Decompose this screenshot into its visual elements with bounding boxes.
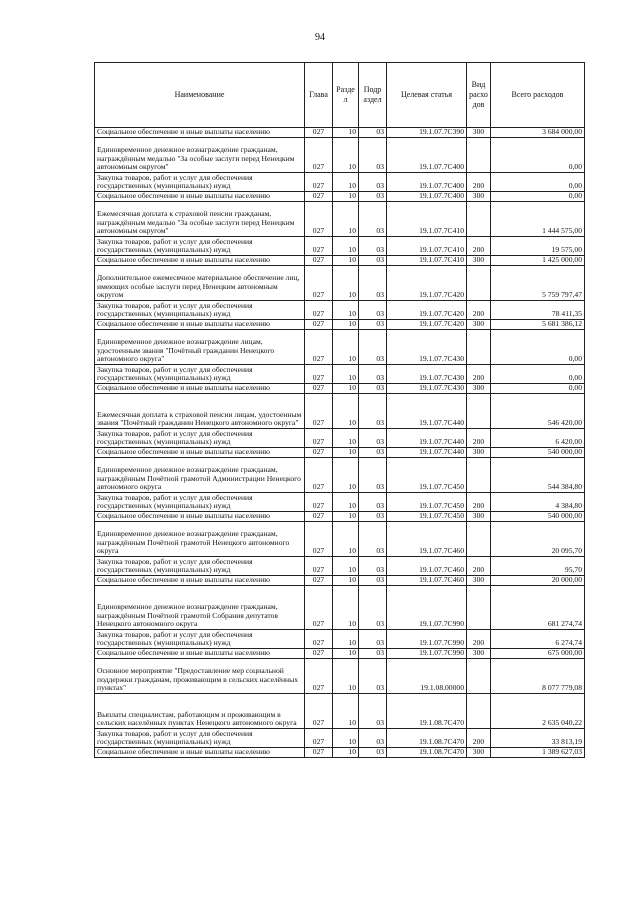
cell-glava: 027 <box>305 576 333 586</box>
cell-razdel: 10 <box>333 301 359 320</box>
cell-total: 5 759 797,47 <box>491 266 585 301</box>
table-row <box>95 320 585 330</box>
cell-glava: 027 <box>305 330 333 365</box>
cell-glava: 027 <box>305 748 333 758</box>
table-row <box>95 694 585 729</box>
cell-target: 19.1.08.00000 <box>387 659 467 694</box>
cell-name: Дополнительное ежемесячное материальное обеспечение лиц, имеющих особые заслуги перед Ненецким автономным округом <box>95 266 305 301</box>
cell-glava: 027 <box>305 256 333 266</box>
cell-name: Закупка товаров, работ и услуг для обеспечения государственных (муниципальных) нужд <box>95 173 305 192</box>
cell-target: 19.1.07.7С450 <box>387 493 467 512</box>
table-row <box>95 128 585 138</box>
cell-name: Закупка товаров, работ и услуг для обеспечения государственных (муниципальных) нужд <box>95 557 305 576</box>
cell-total: 8 077 779,08 <box>491 659 585 694</box>
cell-total: 0,00 <box>491 384 585 394</box>
cell-target: 19.1.07.7С450 <box>387 458 467 493</box>
cell-glava: 027 <box>305 301 333 320</box>
cell-glava: 027 <box>305 384 333 394</box>
cell-name: Закупка товаров, работ и услуг для обеспечения государственных (муниципальных) нужд <box>95 365 305 384</box>
cell-podrazdel: 03 <box>359 429 387 448</box>
cell-podrazdel: 03 <box>359 512 387 522</box>
cell-target: 19.1.07.7С460 <box>387 557 467 576</box>
cell-glava: 027 <box>305 659 333 694</box>
cell-total: 546 420,00 <box>491 394 585 429</box>
cell-target: 19.1.07.7С390 <box>387 128 467 138</box>
cell-name: Единовременное денежное вознаграждение гражданам, награждённым Почётной грамотой Администрации Ненецкого автономного округа <box>95 458 305 493</box>
cell-target: 19.1.07.7С400 <box>387 173 467 192</box>
cell-vid: 300 <box>467 128 491 138</box>
cell-total: 0,00 <box>491 330 585 365</box>
cell-vid: 300 <box>467 649 491 659</box>
cell-podrazdel: 03 <box>359 330 387 365</box>
cell-vid: 300 <box>467 512 491 522</box>
cell-target: 19.1.07.7С430 <box>387 365 467 384</box>
header-glava: Глава <box>305 63 333 128</box>
cell-total: 540 000,00 <box>491 448 585 458</box>
cell-razdel: 10 <box>333 173 359 192</box>
table-row <box>95 266 585 301</box>
cell-total: 20 000,00 <box>491 576 585 586</box>
cell-name: Ежемесячная доплата к страховой пенсии лицам, удостоенным звания "Почётный гражданин Ненецкого автономного округа" <box>95 394 305 429</box>
cell-vid <box>467 458 491 493</box>
cell-glava: 027 <box>305 266 333 301</box>
cell-name: Закупка товаров, работ и услуг для обеспечения государственных (муниципальных) нужд <box>95 301 305 320</box>
cell-target: 19.1.07.7С430 <box>387 384 467 394</box>
cell-podrazdel: 03 <box>359 458 387 493</box>
cell-total: 0,00 <box>491 192 585 202</box>
table-header-row <box>95 63 585 128</box>
cell-razdel: 10 <box>333 256 359 266</box>
cell-target: 19.1.07.7С400 <box>387 192 467 202</box>
cell-total: 19 575,00 <box>491 237 585 256</box>
cell-name: Закупка товаров, работ и услуг для обеспечения государственных (муниципальных) нужд <box>95 237 305 256</box>
cell-target: 19.1.07.7С990 <box>387 586 467 630</box>
cell-vid <box>467 522 491 557</box>
table-body <box>95 128 585 758</box>
cell-razdel: 10 <box>333 512 359 522</box>
cell-target: 19.1.07.7С450 <box>387 512 467 522</box>
cell-name: Социальное обеспечение и иные выплаты населению <box>95 320 305 330</box>
header-name: Наименование <box>95 63 305 128</box>
cell-total: 3 684 000,00 <box>491 128 585 138</box>
cell-podrazdel: 03 <box>359 384 387 394</box>
cell-vid: 200 <box>467 630 491 649</box>
cell-razdel: 10 <box>333 320 359 330</box>
table-row <box>95 202 585 237</box>
cell-total: 6 274,74 <box>491 630 585 649</box>
cell-podrazdel: 03 <box>359 557 387 576</box>
cell-glava: 027 <box>305 394 333 429</box>
cell-glava: 027 <box>305 586 333 630</box>
cell-name: Социальное обеспечение и иные выплаты населению <box>95 576 305 586</box>
cell-vid <box>467 394 491 429</box>
cell-glava: 027 <box>305 557 333 576</box>
cell-razdel: 10 <box>333 659 359 694</box>
cell-podrazdel: 03 <box>359 237 387 256</box>
table-row <box>95 365 585 384</box>
cell-razdel: 10 <box>333 522 359 557</box>
cell-total: 33 813,19 <box>491 729 585 748</box>
cell-razdel: 10 <box>333 237 359 256</box>
cell-vid: 300 <box>467 576 491 586</box>
cell-glava: 027 <box>305 694 333 729</box>
cell-total: 544 384,80 <box>491 458 585 493</box>
cell-vid: 200 <box>467 301 491 320</box>
cell-name: Основное мероприятие "Предоставление мер социальной поддержки гражданам, проживающим в сельских населённых пунктах" <box>95 659 305 694</box>
cell-vid: 300 <box>467 256 491 266</box>
cell-podrazdel: 03 <box>359 320 387 330</box>
cell-podrazdel: 03 <box>359 576 387 586</box>
cell-total: 5 681 386,12 <box>491 320 585 330</box>
cell-glava: 027 <box>305 493 333 512</box>
table-row <box>95 256 585 266</box>
cell-total: 78 411,35 <box>491 301 585 320</box>
page-number: 94 <box>315 32 325 43</box>
cell-podrazdel: 03 <box>359 365 387 384</box>
cell-name: Социальное обеспечение и иные выплаты населению <box>95 256 305 266</box>
budget-table <box>94 62 585 758</box>
header-vid: Вид расхо дов <box>467 63 491 128</box>
cell-vid <box>467 202 491 237</box>
cell-vid: 300 <box>467 192 491 202</box>
table-row <box>95 192 585 202</box>
header-razdel: Разде л <box>333 63 359 128</box>
table-row <box>95 576 585 586</box>
table-row <box>95 429 585 448</box>
cell-podrazdel: 03 <box>359 748 387 758</box>
cell-glava: 027 <box>305 522 333 557</box>
cell-podrazdel: 03 <box>359 202 387 237</box>
cell-razdel: 10 <box>333 384 359 394</box>
cell-total: 681 274,74 <box>491 586 585 630</box>
cell-razdel: 10 <box>333 586 359 630</box>
cell-target: 19.1.07.7С990 <box>387 630 467 649</box>
cell-podrazdel: 03 <box>359 649 387 659</box>
cell-podrazdel: 03 <box>359 448 387 458</box>
cell-name: Социальное обеспечение и иные выплаты населению <box>95 384 305 394</box>
table-row <box>95 586 585 630</box>
table-row <box>95 448 585 458</box>
table-row <box>95 458 585 493</box>
cell-target: 19.1.07.7С410 <box>387 202 467 237</box>
cell-total: 0,00 <box>491 173 585 192</box>
header-target: Целевая статья <box>387 63 467 128</box>
cell-target: 19.1.07.7С460 <box>387 576 467 586</box>
table-row <box>95 512 585 522</box>
cell-razdel: 10 <box>333 330 359 365</box>
table-row <box>95 301 585 320</box>
cell-glava: 027 <box>305 429 333 448</box>
table-row <box>95 659 585 694</box>
cell-razdel: 10 <box>333 576 359 586</box>
cell-name: Закупка товаров, работ и услуг для обеспечения государственных (муниципальных) нужд <box>95 493 305 512</box>
cell-target: 19.1.07.7С430 <box>387 330 467 365</box>
cell-name: Социальное обеспечение и иные выплаты населению <box>95 128 305 138</box>
cell-podrazdel: 03 <box>359 659 387 694</box>
table-row <box>95 748 585 758</box>
table-row <box>95 493 585 512</box>
table-row <box>95 649 585 659</box>
table-row <box>95 394 585 429</box>
table-row <box>95 522 585 557</box>
cell-target: 19.1.07.7С440 <box>387 394 467 429</box>
cell-target: 19.1.07.7С990 <box>387 649 467 659</box>
header-total: Всего расходов <box>491 63 585 128</box>
cell-target: 19.1.08.7С470 <box>387 748 467 758</box>
cell-glava: 027 <box>305 512 333 522</box>
cell-podrazdel: 03 <box>359 394 387 429</box>
cell-glava: 027 <box>305 237 333 256</box>
cell-vid <box>467 266 491 301</box>
cell-name: Социальное обеспечение и иные выплаты населению <box>95 512 305 522</box>
cell-razdel: 10 <box>333 729 359 748</box>
cell-vid: 300 <box>467 384 491 394</box>
cell-podrazdel: 03 <box>359 301 387 320</box>
cell-podrazdel: 03 <box>359 694 387 729</box>
cell-podrazdel: 03 <box>359 128 387 138</box>
cell-target: 19.1.07.7С420 <box>387 301 467 320</box>
cell-name: Закупка товаров, работ и услуг для обеспечения государственных (муниципальных) нужд <box>95 429 305 448</box>
table-row <box>95 557 585 576</box>
cell-razdel: 10 <box>333 694 359 729</box>
cell-target: 19.1.08.7С470 <box>387 694 467 729</box>
cell-razdel: 10 <box>333 649 359 659</box>
cell-total: 1 389 627,03 <box>491 748 585 758</box>
table-row <box>95 630 585 649</box>
cell-vid <box>467 330 491 365</box>
cell-total: 1 425 000,00 <box>491 256 585 266</box>
cell-razdel: 10 <box>333 394 359 429</box>
cell-podrazdel: 03 <box>359 522 387 557</box>
cell-razdel: 10 <box>333 630 359 649</box>
cell-vid <box>467 586 491 630</box>
cell-razdel: 10 <box>333 192 359 202</box>
cell-target: 19.1.07.7С410 <box>387 256 467 266</box>
table-row <box>95 237 585 256</box>
header-podrazdel: Подр аздел <box>359 63 387 128</box>
cell-razdel: 10 <box>333 493 359 512</box>
cell-razdel: 10 <box>333 202 359 237</box>
cell-podrazdel: 03 <box>359 630 387 649</box>
cell-name: Единовременное денежное вознаграждение гражданам, награждённым Почётной грамотой Ненецкого автономного округа <box>95 522 305 557</box>
cell-vid: 200 <box>467 729 491 748</box>
cell-podrazdel: 03 <box>359 729 387 748</box>
cell-target: 19.1.07.7С440 <box>387 448 467 458</box>
cell-total: 540 000,00 <box>491 512 585 522</box>
cell-name: Социальное обеспечение и иные выплаты населению <box>95 748 305 758</box>
cell-glava: 027 <box>305 458 333 493</box>
cell-vid: 300 <box>467 320 491 330</box>
table-row <box>95 330 585 365</box>
cell-vid: 200 <box>467 173 491 192</box>
cell-vid <box>467 694 491 729</box>
cell-vid: 200 <box>467 557 491 576</box>
cell-name: Единовременное денежное вознаграждение гражданам, награждённым медалью "За особые заслуги перед Ненецким автономным округом" <box>95 138 305 173</box>
cell-vid <box>467 138 491 173</box>
cell-target: 19.1.07.7С460 <box>387 522 467 557</box>
cell-glava: 027 <box>305 448 333 458</box>
cell-razdel: 10 <box>333 138 359 173</box>
table-row <box>95 138 585 173</box>
cell-podrazdel: 03 <box>359 192 387 202</box>
cell-name: Социальное обеспечение и иные выплаты населению <box>95 649 305 659</box>
cell-glava: 027 <box>305 729 333 748</box>
cell-podrazdel: 03 <box>359 138 387 173</box>
cell-total: 4 384,80 <box>491 493 585 512</box>
cell-glava: 027 <box>305 192 333 202</box>
cell-razdel: 10 <box>333 748 359 758</box>
cell-total: 675 000,00 <box>491 649 585 659</box>
cell-razdel: 10 <box>333 128 359 138</box>
cell-name: Единовременное денежное вознаграждение гражданам, награждённым Почётной грамотой Собрания депутатов Ненецкого автономного округа <box>95 586 305 630</box>
cell-total: 2 635 040,22 <box>491 694 585 729</box>
cell-podrazdel: 03 <box>359 266 387 301</box>
cell-razdel: 10 <box>333 557 359 576</box>
cell-target: 19.1.07.7С400 <box>387 138 467 173</box>
cell-total: 0,00 <box>491 365 585 384</box>
cell-razdel: 10 <box>333 365 359 384</box>
cell-vid: 200 <box>467 493 491 512</box>
cell-glava: 027 <box>305 128 333 138</box>
cell-total: 0,00 <box>491 138 585 173</box>
cell-razdel: 10 <box>333 429 359 448</box>
table-row <box>95 729 585 748</box>
cell-glava: 027 <box>305 630 333 649</box>
cell-total: 1 444 575,00 <box>491 202 585 237</box>
cell-vid: 200 <box>467 365 491 384</box>
cell-glava: 027 <box>305 202 333 237</box>
cell-vid <box>467 659 491 694</box>
cell-name: Единовременное денежное вознаграждение лицам, удостоенным звания "Почётный гражданин Ненецкого автономного округа" <box>95 330 305 365</box>
cell-glava: 027 <box>305 173 333 192</box>
cell-glava: 027 <box>305 649 333 659</box>
cell-glava: 027 <box>305 138 333 173</box>
cell-razdel: 10 <box>333 448 359 458</box>
cell-podrazdel: 03 <box>359 493 387 512</box>
cell-total: 95,70 <box>491 557 585 576</box>
cell-razdel: 10 <box>333 266 359 301</box>
cell-name: Закупка товаров, работ и услуг для обеспечения государственных (муниципальных) нужд <box>95 729 305 748</box>
cell-name: Социальное обеспечение и иные выплаты населению <box>95 448 305 458</box>
cell-vid: 200 <box>467 429 491 448</box>
cell-name: Социальное обеспечение и иные выплаты населению <box>95 192 305 202</box>
cell-total: 20 095,70 <box>491 522 585 557</box>
cell-target: 19.1.08.7С470 <box>387 729 467 748</box>
cell-name: Выплаты специалистам, работающим и проживающим в сельских населённых пунктах Ненецкого автономного округа <box>95 694 305 729</box>
table-row <box>95 384 585 394</box>
cell-podrazdel: 03 <box>359 173 387 192</box>
cell-target: 19.1.07.7С420 <box>387 266 467 301</box>
cell-vid: 200 <box>467 237 491 256</box>
cell-target: 19.1.07.7С440 <box>387 429 467 448</box>
cell-podrazdel: 03 <box>359 256 387 266</box>
cell-target: 19.1.07.7С410 <box>387 237 467 256</box>
cell-razdel: 10 <box>333 458 359 493</box>
table-row <box>95 173 585 192</box>
cell-vid: 300 <box>467 748 491 758</box>
cell-total: 6 420,00 <box>491 429 585 448</box>
cell-name: Ежемесячная доплата к страховой пенсии гражданам, награждённым медалью "За особые заслуги перед Ненецким автономным округом" <box>95 202 305 237</box>
cell-glava: 027 <box>305 320 333 330</box>
cell-podrazdel: 03 <box>359 586 387 630</box>
cell-name: Закупка товаров, работ и услуг для обеспечения государственных (муниципальных) нужд <box>95 630 305 649</box>
cell-glava: 027 <box>305 365 333 384</box>
cell-target: 19.1.07.7С420 <box>387 320 467 330</box>
cell-vid: 300 <box>467 448 491 458</box>
